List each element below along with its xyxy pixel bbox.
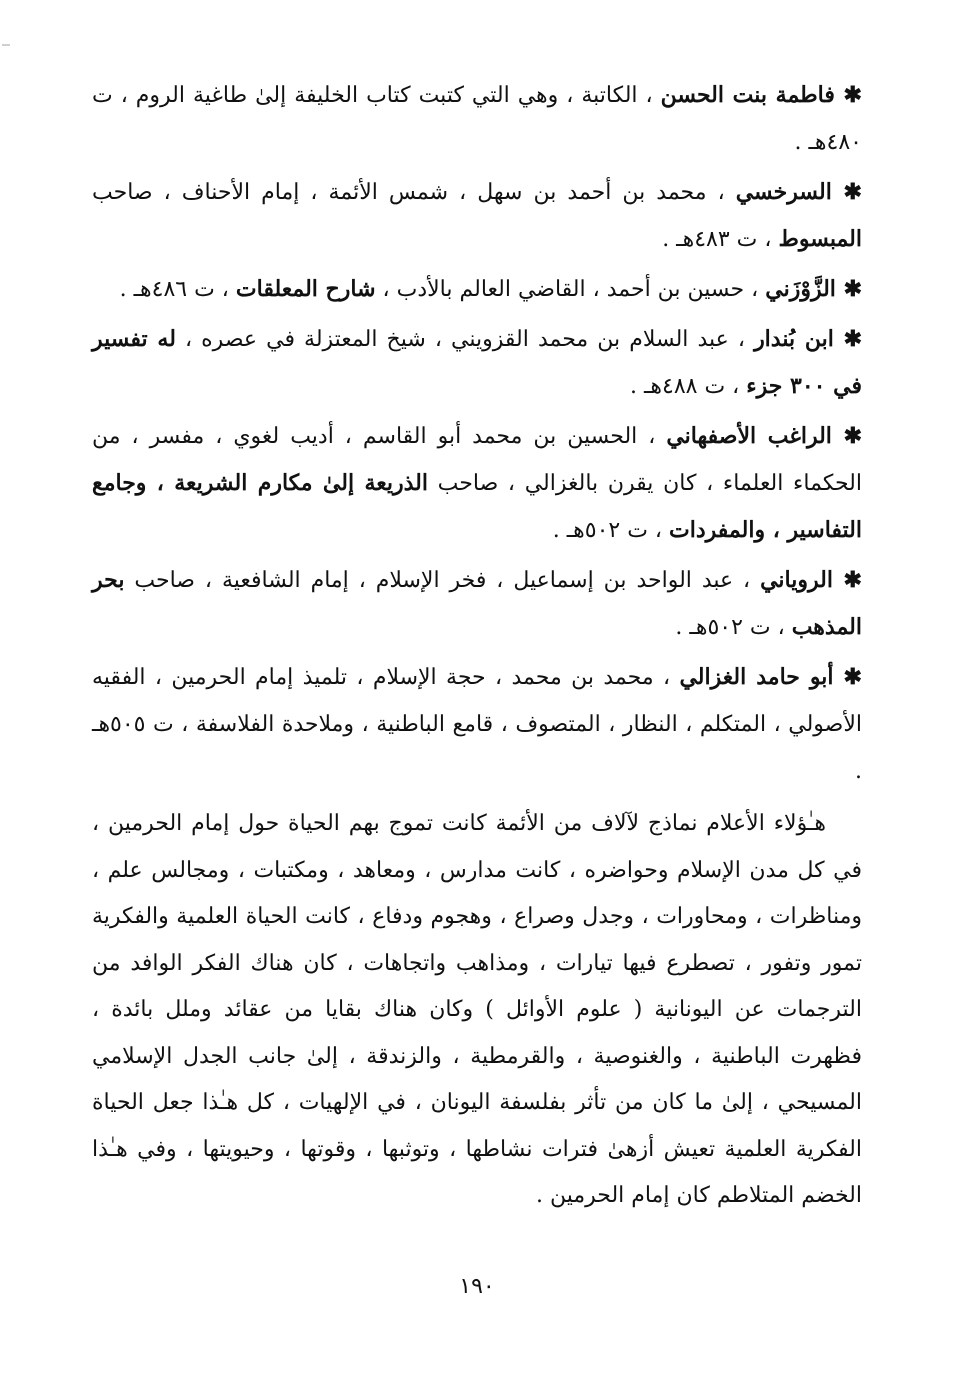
asterisk-icon: ✱: [831, 423, 862, 449]
scholar-name: ابن بُندار: [754, 326, 834, 352]
asterisk-icon: ✱: [833, 664, 862, 690]
entry-text: ، ت ٥٠٢هـ .: [675, 615, 792, 640]
page-number: ١٩٠: [459, 1274, 495, 1299]
biography-entry: [92, 266, 862, 313]
scholar-name: الزَّوْزَني: [765, 276, 836, 302]
work-title: الذريعة إلىٰ مكارم الشريعة ، وجامع التفاسير ، والمفردات: [92, 470, 862, 543]
biography-entry: [92, 654, 862, 795]
biography-entry: [92, 316, 862, 410]
scholar-name: السرخسي: [735, 179, 832, 205]
biography-entry: [92, 169, 862, 263]
page-body: [92, 72, 862, 1220]
scholar-name: الراغب الأصفهاني: [666, 423, 832, 449]
asterisk-icon: ✱: [833, 326, 863, 352]
entry-text: ، حسين بن أحمد ، القاضي العالم بالأدب ،: [375, 277, 766, 302]
scholar-name: أبو حامد الغزالي: [679, 664, 834, 690]
entry-text: ، ت ٤٨٨هـ .: [629, 374, 747, 399]
asterisk-icon: ✱: [831, 179, 862, 205]
work-title: له تفسير في ٣٠٠ جزء: [92, 326, 862, 399]
work-title: شارح المعلقات: [235, 276, 376, 302]
asterisk-icon: ✱: [832, 567, 862, 593]
work-title: بحر المذهب: [92, 567, 862, 640]
entry-text: ، عبد الواحد بن إسماعيل ، فخر الإسلام ، إمام الشافعية ، صاحب: [124, 568, 761, 593]
entry-text: ، ت ٥٠٢هـ .: [552, 518, 670, 543]
asterisk-icon: ✱: [835, 276, 862, 302]
biography-entry: [92, 413, 862, 554]
entry-text: ، عبد السلام بن محمد القزويني ، شيخ المعتزلة في عصره ،: [175, 327, 755, 352]
entry-text: ، ت ٤٨٣هـ .: [662, 227, 779, 252]
entry-text: ، الحسين بن محمد أبو القاسم ، أديب لغوي ، مفسر ، من الحكماء العلماء ، كان يقرن بالغزالي ، صاحب: [92, 424, 862, 496]
entry-text: ، محمد بن أحمد بن سهل ، شمس الأئمة ، إمام الأحناف ، صاحب: [92, 180, 736, 205]
scholar-name: الروياني: [760, 567, 833, 593]
entry-text: ، ت ٤٨٦هـ .: [119, 277, 236, 302]
biography-list: [92, 72, 862, 795]
scholar-name: فاطمة بنت الحسن: [660, 82, 835, 108]
work-title: المبسوط: [778, 226, 862, 252]
closing-paragraph: هـٰؤلاء الأعلام نماذج لآلاف من الأئمة كانت تموج بهم الحياة حول إمام الحرمين ، في كل مدن الإسلام وحواضره ، كانت مدارس ، ومعاهد ، ومكتبات ، ومجالس علم ، ومناظرات ، ومحاورات ، وجدل وصراع ، وهجوم ودفاع ، كانت الحياة العلمية والفكرية تمور وتفور ، تصطرع فيها تيارات ، ومذاهب واتجاهات ، كان هناك الفكر الوافد من الترجمات عن اليونانية ( علوم الأوائل ) وكان هناك بقايا من عقائد وملل بائدة ، فظهرت الباطنية ، والغنوصية ، والقرمطية ، والزندقة ، إلىٰ جانب الجدل الإسلامي المسيحي ، إلىٰ ما كان من تأثر بفلسفة اليونان ، في الإلهيات ، كل هـٰذا جعل الحياة الفكرية العلمية تعيش أزهىٰ فترات نشاطها ، وتوثبها ، وقوتها ، وحيويتها ، وفي هـٰذا الخضم المتلاطم كان إمام الحرمين .: [92, 811, 862, 1208]
biography-entry: [92, 72, 862, 166]
scan-mark: [2, 44, 10, 46]
biography-entry: [92, 557, 862, 651]
entry-text: ، الكاتبة ، وهي التي كتبت كتاب الخليفة إلىٰ طاغية الروم ، ت ٤٨٠هـ .: [92, 83, 862, 155]
entry-text: ، محمد بن محمد ، حجة الإسلام ، تلميذ إمام الحرمين ، الفقيه الأصولي ، المتكلم ، النظار ، المتصوف ، قامع الباطنية ، وملاحدة الفلاسفة ، ت ٥٠٥هـ .: [92, 665, 862, 784]
asterisk-icon: ✱: [834, 82, 862, 108]
